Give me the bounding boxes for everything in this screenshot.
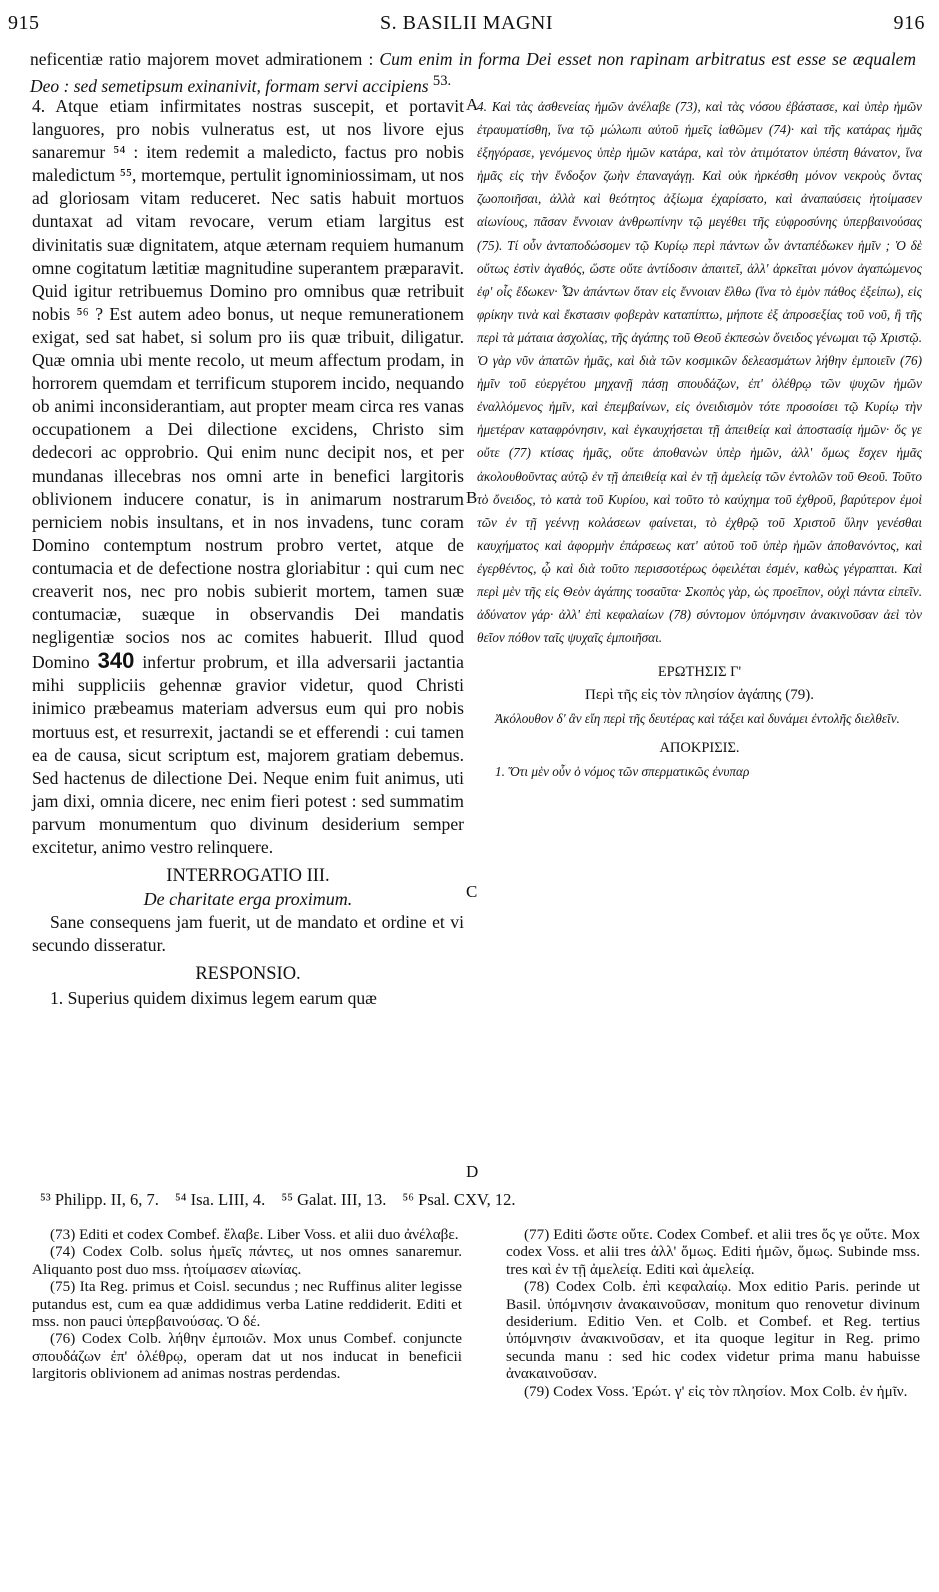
- greek-heading: ΕΡΩΤΗΣΙΣ Γ': [657, 664, 742, 681]
- critical-note-78: (78) Codex Colb. ἐπὶ κεφαλαίῳ. Mox editio Paris. perinde ut Basil. ὑπόμνησιν ἀνακαινοῦσαν, monitum quo renovetur divinum desiderium. Editio Ven. et Colb. et Combef. et Reg. tertius ὑπόμνησιν ἀνακινοῦσαν, et ita quoque legitur in Reg. primo secunda manu : sed hic codex videtur prima manu habuisse ἀνακαινοῦσαν.: [506, 1278, 920, 1383]
- greek-paragraph-1: 1. Ὅτι μὲν οὖν ὁ νόμος τῶν σπερματικῶς ἐνυπαρ: [495, 763, 750, 779]
- latin-paragraph-4: [32, 95, 464, 859]
- critical-notes-left: [32, 1226, 462, 1383]
- margin-letter-d: D: [466, 1162, 479, 1181]
- critical-note-77: (77) Editi ὥστε οὔτε. Codex Combef. et alii tres ὅς γε οὔτε. Mox codex Voss. et alii tres ἀλλ' ὅμως. Editi ἡμῶν, ὅμως. Subinde mss. tres καὶ ἐν τῇ ἀμελείᾳ. Editi καὶ ἀμελείᾳ.: [506, 1226, 920, 1278]
- greek-paragraph-4: 4. Καὶ τὰς ἀσθενείας ἡμῶν ἀνέλαβε (73), καὶ τὰς νόσου ἐβάστασε, καὶ ὑπὲρ ἡμῶν ἐτραυματίσθη, ἵνα τῷ μώλωπι αὐτοῦ ἡμεῖς ἰαθῶμεν (74)· καὶ τῆς κατάρας ἡμᾶς ἐξηγόρασε, γενόμενος ὑπὲρ ἡμῶν κατάρα, καὶ τὸν ἀτιμότατον ὑπέστη θάνατον, ἵνα ἡμᾶς εἰς τὴν ἔνδοξον ζωὴν ἐπαναγάγῃ. Καὶ οὐκ ἠρκέσθη μόνον νεκροὺς ὄντας ζωοποιῆσαι, ἀλλὰ καὶ θεότητος ἀξίωμα ἐχαρίσατο, καὶ ἀναπαύσεις ἡτοίμασεν αἰωνίους, πᾶσαν ἔννοιαν ἀνθρωπίνην τῷ μεγέθει τῆς εὐφροσύνης ὑπερβαινούσας (75). Τί οὖν ἀνταποδώσομεν τῷ Κυρίῳ περὶ πάντων ὧν ἀνταπέδωκεν ἡμῖν ; Ὁ δὲ οὕτως ἐστὶν ἀγαθός, ὥστε οὔτε ἀντίδοσιν ἀπαιτεῖ, ἀλλ' ἀρκεῖται μόνον ἀγαπώμενος ἐφ' οἷς ἔδωκεν· Ὧν ἁπάντων ὅταν εἰς ἔννοιαν ἔλθω (ἵνα τὸ ἐμὸν πάθος ἐξείπω), εἰς φρίκην τινὰ καὶ ἔκστασιν φοβερὰν καταπίπτω, μήποτε ἐξ ἀπροσεξίας τοῦ νοῦ, ἢ τῆς περὶ τὰ μάταια ἀσχολίας, τῆς ἀγάπης τοῦ Θεοῦ ἐκπεσὼν ὄνειδος γένωμαι τῷ Χριστῷ. Ὁ γὰρ νῦν ἀπατῶν ἡμᾶς, καὶ διὰ τῶν κοσμικῶν δελεασμάτων λήθην ἐμποιεῖν (76) ἡμῖν τοῦ εὐεργέτου μηχανῇ πάσῃ σπουδάζων, ἐπ' ὀλέθρῳ τῶν ψυχῶν ἡμῶν ἐναλλόμενος ἡμῖν, καὶ ἐπεμβαίνων, εἰς ὀνειδισμὸν τότε προσοίσει τῷ Κυρίῳ τὴν ἡμετέραν καταφρόνησιν, καὶ ἐγκαυχήσεται τῇ ἀπειθείᾳ καὶ ἀποστασίᾳ ἡμῶν· ὅς γε οὔτε (77) κτίσας ἡμᾶς, οὔτε ἀποθανὼν ὑπὲρ ἡμῶν, ἀλλ' ὅμως ἔσχεν ἡμᾶς ἀκολουθοῦντας αὐτῷ ἐν τῇ ἀπειθείᾳ καὶ ἐν τῇ ἀμελείᾳ τῶν ἐντολῶν τοῦ Θεοῦ. Τοῦτο τὸ ὄνειδος, τὸ κατὰ τοῦ Κυρίου, καὶ τοῦτο τὸ καύχημα τοῦ ἐχθροῦ, βαρύτερον ἐμοὶ τῶν ἐν τῇ γεέννῃ κολάσεων φαίνεται, τὸ ἐχθρῷ τοῦ Χριστοῦ ὕλην γενέσθαι καυχήματος καὶ ἀφορμὴν ἐπάρσεως κατ' αὐτοῦ τοῦ ὑπὲρ ἡμῶν ἀποθανόντος, καὶ ἐγερθέντος, ᾧ καὶ διὰ τοῦτο περισσοτέρως ὀφειλέται ἐσμέν, καθὼς γέγραπται. Καὶ περὶ μὲν τῆς εἰς Θεὸν ἀγάπης τοσαῦτα· Σκοπὸς γὰρ, ὡς προεῖπον, οὐχὶ πάντα εἰπεῖν. ἀδύνατον γάρ· ἀλλ' ἐπὶ κεφαλαίων (78) σύντομον ὑπόμνησιν ἀνακινοῦσαν ἀεὶ τὸν θεῖον πόθον ταῖς ψυχαῖς ἐμποιῆσαι.: [477, 99, 922, 646]
- latin-paragraph-1: 1. Superius quidem diximus legem earum quæ: [50, 987, 377, 1008]
- greek-question: Ἀκόλουθον δ' ἂν εἴη περὶ τῆς δευτέρας καὶ τάξει καὶ δυνάμει ἐντολῆς διελθεῖν.: [495, 711, 900, 727]
- latin-para4-text: 4. Atque etiam infirmitates nostras suscepit, et portavit languores, pro nobis vulneratus est, ut nos livore ejus sanaremur ⁵⁴ : item redemit a maledicto, factus pro nobis maledictum ⁵⁵, mortemque, pertulit ignominiossimam, ut nos ad gloriosam vitam reduceret. Nec satis habuit mortuos duntaxat ad vitam revocare, verum etiam largitus est divinitatis suæ dignitatem, atque æternam requiem humanum omne cogitatum lætitiæ magnitudine superantem præparavit. Quid igitur retribuemus Domino pro omnibus quæ retribuit nobis ⁵⁶ ? Est autem adeo bonus, ut neque remunerationem exigat, sed sat habet, si solum pro iis quæ tribuit, diligatur. Quæ omnia ubi mente recolo, ut meum affectum prodam, in horrorem quemdam et terrificum stuporem incido, nequando ob animi inconsiderantiam, aut propter meam circa res vanas occupationem a Dei dilectione excidens, Christo sim dedecori ac opprobrio. Qui enim nunc decipit nos, et per mundanas illecebras nos omni arte in benefici largitoris oblivionem inducere conatur, is in animarum nostrarum perniciem nobis insultans, et in nos invadens, tunc coram Domino contemptum nostrum probro vertet, atque de contumacia et de defectione nostra gloriabitur : qui cum nec creaverit nos, nec pro nobis subierit mortem, tamen suæ contumaciæ, suæque in observandis Dei mandatis negligentiæ socios nos ac comites habuerit. Illud quod Domino: [32, 96, 464, 673]
- page-number-left: 915: [8, 12, 40, 34]
- scripture-note: ⁵⁴ Isa. LIII, 4.: [175, 1190, 266, 1209]
- margin-letter-b: B: [466, 488, 478, 507]
- margin-letter-a: A: [466, 95, 479, 114]
- greek-subheading: Περὶ τῆς εἰς τὸν πλησίον ἀγάπης (79).: [585, 687, 814, 704]
- intro-line: [30, 48, 916, 97]
- page-number-right: 916: [893, 12, 925, 34]
- latin-para4-cont: infertur probrum, et illa adversarii jactantia mihi suppliciis gehennæ gravior videtur, quod Christi inimico præbeamus materiam adversus eum qui pro nobis mortuus est, et resurrexit, jactandi se et efferendi : cui tamen ea de causa, sicut scriptum est, majorem gratiam debemus. Sed hactenus de dilectione Dei. Neque enim fuit animus, uti jam dixi, omnia dicere, nec enim fieri potest : sed summatim parvum monumentum quo divinum desiderium semper excitetur, animo vestro relinquere.: [32, 652, 464, 857]
- critical-note-75: (75) Ita Reg. primus et Coisl. secundus ; nec Ruffinus aliter legisse putandus est, cum ea quæ addidimus verba Latine reddiderit. Editi et mss. non pauci ὑπερβαινούσας. Ὁ δέ.: [32, 1278, 462, 1331]
- critical-note-74: (74) Codex Colb. solus ἡμεῖς πάντες, ut nos omnes sanaremur. Aliquanto post duo mss. ἡτοίμασεν αἰωνίας.: [32, 1243, 462, 1278]
- intro-italic: Cum enim in forma Dei esset non rapinam arbitratus est esse se æqualem Deo : sed semetipsum exinanivit, formam servi accipiens: [30, 49, 916, 96]
- scripture-note: ⁵⁶ Psal. CXV, 12.: [402, 1190, 516, 1209]
- critical-note-79: (79) Codex Voss. Ἐρώτ. γ' εἰς τὸν πλησίον. Mox Colb. ἐν ἡμῖν.: [524, 1382, 908, 1400]
- running-head: [8, 12, 925, 42]
- latin-heading: INTERROGATIO III.: [166, 866, 330, 887]
- running-title: S. BASILII MAGNI: [380, 12, 553, 34]
- scripture-note: ⁵⁵ Galat. III, 13.: [281, 1190, 387, 1209]
- scripture-note: ⁵³ Philipp. II, 6, 7.: [40, 1190, 159, 1209]
- margin-letter-c: C: [466, 882, 478, 901]
- critical-notes-right: [506, 1226, 920, 1400]
- greek-responsio: ΑΠΟΚΡΙΣΙΣ.: [659, 739, 740, 756]
- intro-note-ref: 53.: [432, 73, 452, 89]
- latin-responsio: RESPONSIO.: [195, 964, 301, 985]
- latin-question: Sane consequens jam fuerit, ut de mandato et ordine et vi secundo disseratur.: [32, 912, 464, 956]
- greek-column: [477, 95, 922, 783]
- latin-bold-number: 340: [97, 648, 135, 674]
- critical-note-76: (76) Codex Colb. λήθην ἐμποιῶν. Mox unus Combef. conjuncte σπουδάζων ἐπ' ὀλέθρῳ, operam dat ut nos inducat in beneficii largitoris oblivionem ad animas nostras perdendas.: [32, 1330, 462, 1383]
- intro-plain: neficentiæ ratio majorem movet admirationem :: [30, 49, 380, 69]
- critical-note-73: (73) Editi et codex Combef. ἔλαβε. Liber Voss. et alii duo ἀνέλαβε.: [50, 1226, 459, 1243]
- scripture-notes: [40, 1189, 920, 1211]
- latin-subheading: De charitate erga proximum.: [143, 889, 353, 910]
- latin-column: [32, 95, 464, 1010]
